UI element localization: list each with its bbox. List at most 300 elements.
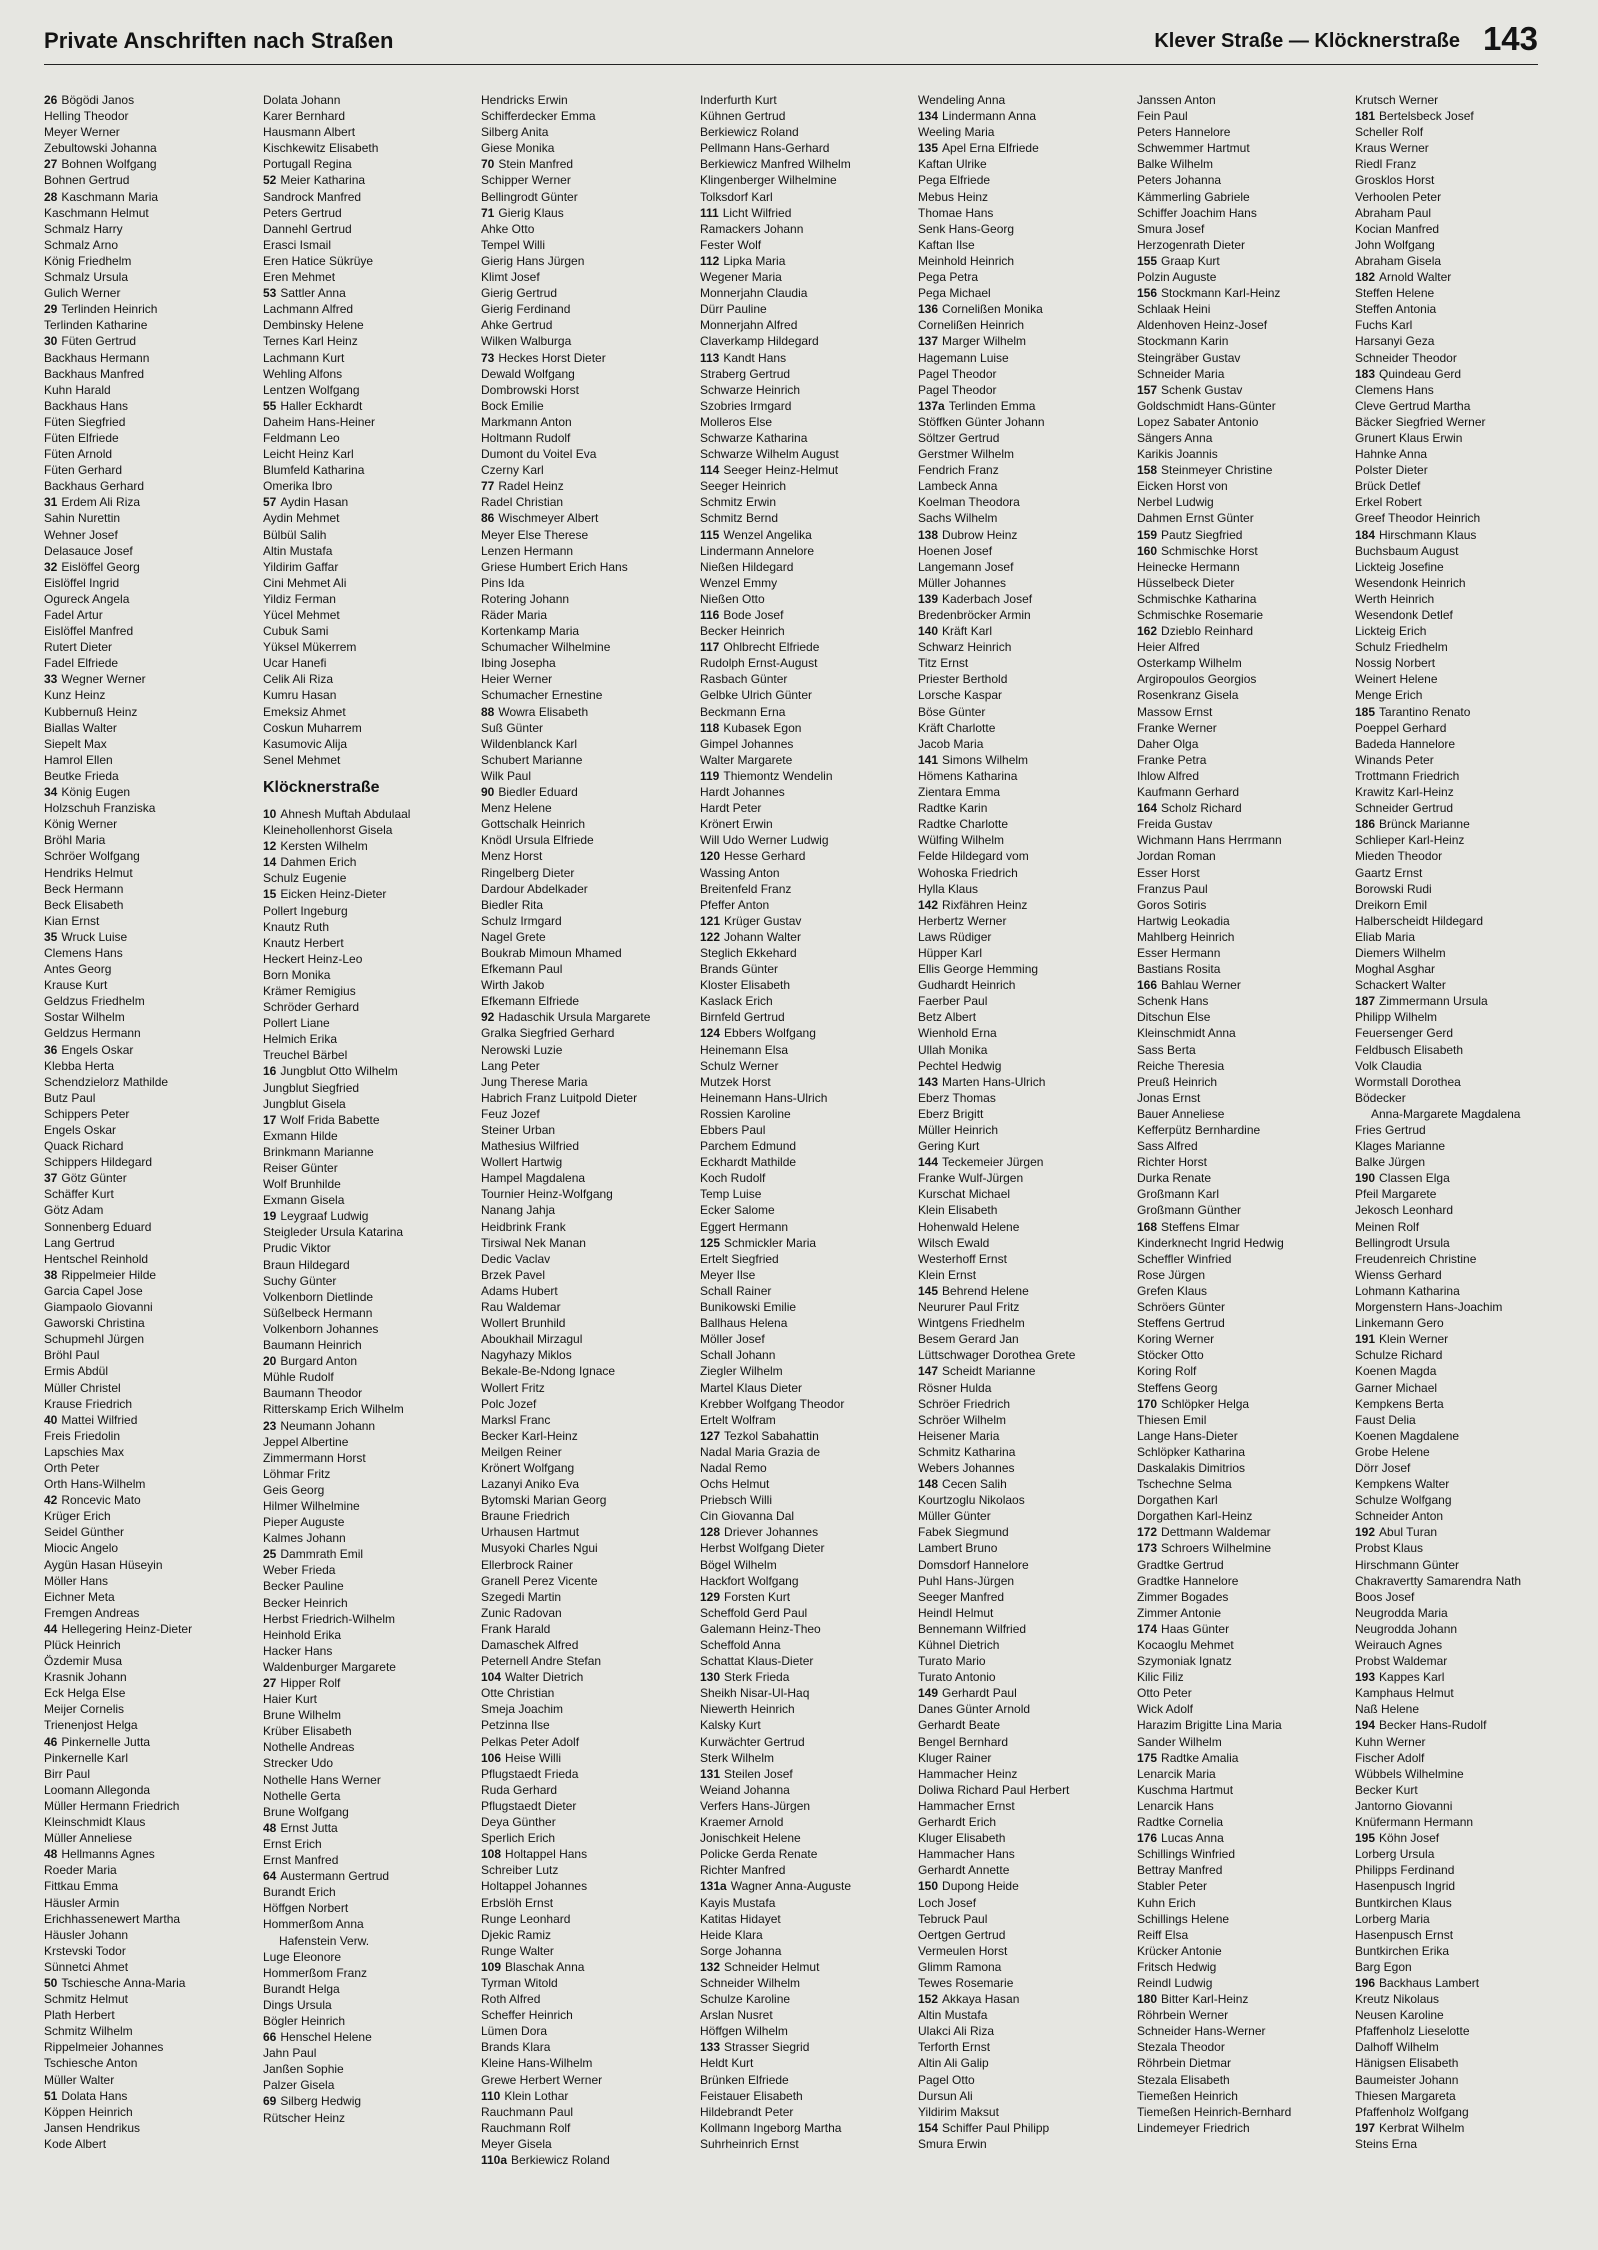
resident-name: Dorgathen Karl-Heinz — [1137, 1509, 1253, 1524]
address-entry — [700, 913, 914, 929]
address-entry — [481, 1444, 695, 1460]
address-entry — [1355, 1621, 1569, 1637]
address-entry — [700, 1685, 914, 1701]
resident-name: Moghal Asghar — [1355, 962, 1436, 977]
house-number: 137 — [918, 334, 939, 349]
address-entry — [481, 623, 695, 639]
resident-name: Schiffer Paul Philipp — [942, 2120, 1050, 2135]
resident-name: Wegener Maria — [700, 270, 782, 285]
resident-name: Puhl Hans-Jürgen — [918, 1573, 1015, 1588]
resident-name: Mieden Theodor — [1355, 849, 1443, 864]
address-entry — [481, 575, 695, 591]
address-entry — [263, 398, 477, 414]
address-entry — [263, 1772, 477, 1788]
house-number: 17 — [263, 1112, 277, 1127]
resident-name: Vermeulen Horst — [918, 1943, 1008, 1958]
house-number: 128 — [700, 1525, 721, 1540]
address-entry — [1137, 156, 1351, 172]
resident-name: Zientara Emma — [918, 785, 1001, 800]
resident-name: Beck Elisabeth — [44, 897, 124, 912]
resident-name: Schulze Karoline — [700, 1992, 791, 2007]
address-entry — [263, 1530, 477, 1546]
resident-name: Lentzen Wolfgang — [263, 382, 360, 397]
address-entry — [1137, 2104, 1351, 2120]
resident-name: Fadel Artur — [44, 608, 103, 622]
address-entry — [918, 687, 1132, 703]
address-entry — [918, 1653, 1132, 1669]
resident-name: Scheffler Winfried — [1137, 1251, 1232, 1266]
address-entry — [481, 1170, 695, 1186]
address-entry — [44, 736, 258, 752]
resident-name: Schulz Werner — [700, 1058, 779, 1073]
address-entry — [918, 494, 1132, 510]
address-entry — [481, 1637, 695, 1653]
address-entry — [481, 1492, 695, 1508]
address-entry — [918, 1138, 1132, 1154]
house-number: 14 — [263, 855, 277, 870]
address-entry — [1355, 1911, 1569, 1927]
address-entry — [481, 1878, 695, 1894]
address-entry — [1137, 575, 1351, 591]
resident-name: Dombrowski Horst — [481, 382, 580, 397]
address-entry — [44, 510, 258, 526]
resident-name: Ballhaus Helena — [700, 1316, 788, 1331]
address-entry — [44, 333, 258, 349]
address-entry — [1355, 2104, 1569, 2120]
house-number: 52 — [263, 173, 277, 188]
address-entry — [1355, 543, 1569, 559]
resident-name: Koring Rolf — [1137, 1364, 1197, 1379]
resident-name: Räder Maria — [481, 608, 548, 622]
address-entry — [918, 720, 1132, 736]
resident-name: Schall Johann — [700, 1348, 776, 1363]
address-entry — [918, 671, 1132, 687]
address-entry — [481, 1846, 695, 1862]
address-entry — [263, 1224, 477, 1240]
address-entry — [918, 2136, 1132, 2152]
resident-name: Danes Günter Arnold — [918, 1702, 1031, 1717]
address-entry — [700, 1283, 914, 1299]
resident-name: Ermis Abdül — [44, 1364, 109, 1379]
resident-name: Wildenblanck Karl — [481, 736, 578, 751]
resident-name: Otto Peter — [1137, 1686, 1192, 1701]
address-entry — [44, 1878, 258, 1894]
address-entry — [1137, 913, 1351, 929]
column-3 — [481, 92, 695, 2168]
resident-name: Dings Ursula — [263, 1997, 332, 2012]
resident-name: Niewerth Heinrich — [700, 1702, 795, 1717]
address-entry — [700, 478, 914, 494]
resident-name: Koring Werner — [1137, 1332, 1215, 1347]
resident-name: Griese Humbert Erich Hans — [481, 559, 628, 574]
address-entry — [263, 1643, 477, 1659]
resident-name: Eislöffel Georg — [61, 559, 140, 574]
address-entry — [44, 2039, 258, 2055]
address-entry — [44, 800, 258, 816]
address-entry — [918, 398, 1132, 414]
address-entry — [1137, 2072, 1351, 2088]
resident-name: Neugrodda Maria — [1355, 1605, 1448, 1620]
resident-name: Menz Helene — [481, 801, 552, 816]
address-entry — [918, 92, 1132, 108]
address-entry — [263, 607, 477, 623]
address-entry — [1355, 237, 1569, 253]
address-entry — [1137, 1927, 1351, 1943]
resident-name: Eichner Meta — [44, 1589, 115, 1604]
resident-name: Gudhardt Heinrich — [918, 978, 1016, 993]
address-entry — [263, 205, 477, 221]
resident-name: Brzek Pavel — [481, 1267, 546, 1282]
address-entry — [263, 1385, 477, 1401]
resident-name: Kalsky Kurt — [700, 1718, 761, 1733]
resident-name: Lindemeyer Friedrich — [1137, 2120, 1250, 2135]
address-entry — [481, 816, 695, 832]
resident-name: Kayis Mustafa — [700, 1895, 776, 1910]
resident-name: Kaderbach Josef — [942, 591, 1033, 606]
resident-name: Stein Manfred — [498, 157, 574, 172]
address-entry — [481, 1235, 695, 1251]
address-entry — [918, 1637, 1132, 1653]
resident-name: Gierig Hans Jürgen — [481, 253, 585, 268]
resident-name: Aldenhoven Heinz-Josef — [1137, 318, 1268, 333]
address-entry — [263, 1595, 477, 1611]
resident-name: Stöcker Otto — [1137, 1348, 1204, 1363]
resident-name: Strecker Udo — [263, 1756, 334, 1771]
address-entry — [918, 543, 1132, 559]
resident-name: Omerika Ibro — [263, 479, 333, 494]
resident-name: Sängers Anna — [1137, 430, 1213, 445]
resident-name: Blumfeld Katharina — [263, 463, 365, 478]
resident-name: Straberg Gertrud — [700, 366, 791, 381]
address-entry — [700, 1798, 914, 1814]
address-entry — [1355, 1798, 1569, 1814]
address-entry — [481, 1943, 695, 1959]
resident-name: Holtappel Hans — [505, 1847, 588, 1862]
resident-name: Schneider Wilhelm — [700, 1975, 801, 1990]
resident-name: Schwarze Katharina — [700, 430, 808, 445]
address-entry — [44, 1170, 258, 1186]
resident-name: Feldmann Leo — [263, 430, 340, 445]
address-entry — [44, 140, 258, 156]
house-number: 31 — [44, 495, 58, 510]
address-entry — [1137, 1878, 1351, 1894]
resident-name: Schillings Winfried — [1137, 1847, 1236, 1862]
address-entry — [44, 156, 258, 172]
resident-name: Gering Kurt — [918, 1139, 980, 1154]
address-entry — [700, 2007, 914, 2023]
address-entry — [481, 543, 695, 559]
address-entry — [918, 1878, 1132, 1894]
house-number: 55 — [263, 398, 277, 413]
house-number: 172 — [1137, 1525, 1158, 1540]
address-entry — [481, 559, 695, 575]
address-entry — [1137, 768, 1351, 784]
address-entry — [918, 366, 1132, 382]
address-entry — [481, 237, 695, 253]
address-entry — [918, 1589, 1132, 1605]
address-entry — [481, 124, 695, 140]
address-entry — [263, 1015, 477, 1031]
resident-name: Hausmann Albert — [263, 125, 356, 140]
address-entry — [700, 1943, 914, 1959]
address-entry — [700, 720, 914, 736]
address-entry — [263, 317, 477, 333]
resident-name: Sass Alfred — [1137, 1139, 1198, 1154]
address-entry — [700, 1492, 914, 1508]
address-entry — [481, 189, 695, 205]
resident-name: Treuchel Bärbel — [263, 1048, 348, 1063]
house-number: 190 — [1355, 1171, 1376, 1186]
address-entry — [1355, 253, 1569, 269]
address-entry — [918, 977, 1132, 993]
address-entry — [1355, 1766, 1569, 1782]
resident-name: Schäffer Kurt — [44, 1187, 114, 1202]
address-entry — [1137, 704, 1351, 720]
address-entry — [1137, 446, 1351, 462]
resident-name: Holtmann Rudolf — [481, 430, 571, 445]
resident-name: Steinmeyer Christine — [1161, 463, 1273, 478]
address-entry — [918, 1267, 1132, 1283]
resident-name: Klebba Herta — [44, 1058, 115, 1073]
address-entry — [263, 237, 477, 253]
address-entry — [263, 2093, 477, 2109]
address-entry — [44, 1444, 258, 1460]
resident-name: Lachmann Kurt — [263, 350, 345, 365]
resident-name: Cleve Gertrud Martha — [1355, 398, 1471, 413]
address-entry — [263, 935, 477, 951]
address-entry — [1355, 301, 1569, 317]
address-entry — [918, 1283, 1132, 1299]
house-number: 46 — [44, 1734, 58, 1749]
address-entry — [44, 414, 258, 430]
address-entry — [44, 993, 258, 1009]
address-entry — [700, 993, 914, 1009]
resident-name: Kaschmann Helmut — [44, 205, 149, 220]
address-entry — [44, 1798, 258, 1814]
address-entry — [1137, 1363, 1351, 1379]
resident-name: Krstevski Todor — [44, 1943, 126, 1958]
resident-name: Bröhl Maria — [44, 833, 106, 848]
address-entry — [263, 1031, 477, 1047]
resident-name: Nothelle Gerta — [263, 1788, 341, 1803]
resident-name: Hahnke Anna — [1355, 447, 1428, 462]
resident-name: Fendrich Franz — [918, 463, 999, 478]
resident-name: Becker Karl-Heinz — [481, 1428, 578, 1443]
address-entry — [1355, 1460, 1569, 1476]
resident-name: Ertelt Siegfried — [700, 1251, 779, 1266]
resident-name: Tschechne Selma — [1137, 1477, 1232, 1492]
address-entry — [481, 1814, 695, 1830]
resident-name: Hentschel Reinhold — [44, 1251, 149, 1266]
house-number: 16 — [263, 1064, 277, 1079]
resident-name: Baumeister Johann — [1355, 2072, 1459, 2087]
resident-name: Wienss Gerhard — [1355, 1267, 1442, 1282]
address-entry — [481, 1911, 695, 1927]
resident-name: Aboukhail Mirzagul — [481, 1332, 583, 1347]
house-number: 48 — [263, 1820, 277, 1835]
address-entry — [481, 913, 695, 929]
resident-name: Henschel Helene — [280, 2030, 372, 2045]
address-entry — [700, 1524, 914, 1540]
address-entry — [1137, 1283, 1351, 1299]
column-2 — [263, 92, 477, 2126]
address-entry — [263, 1611, 477, 1627]
resident-name: Pelkas Peter Adolf — [481, 1734, 580, 1749]
address-entry — [263, 2029, 477, 2045]
address-entry — [918, 1315, 1132, 1331]
house-number: 157 — [1137, 382, 1158, 397]
resident-name: Helmich Erika — [263, 1032, 338, 1047]
resident-name: Cornelißen Heinrich — [918, 318, 1025, 333]
address-entry — [1355, 1347, 1569, 1363]
address-entry — [481, 1685, 695, 1701]
address-entry — [918, 189, 1132, 205]
resident-name: Herbst Friedrich-Wilhelm — [263, 1611, 396, 1626]
resident-name: Granell Perez Vicente — [481, 1573, 598, 1588]
address-entry — [918, 2088, 1132, 2104]
address-entry — [1137, 687, 1351, 703]
resident-name: Steiner Urban — [481, 1123, 556, 1137]
resident-name: Gerhardt Paul — [942, 1686, 1017, 1701]
address-entry — [1355, 865, 1569, 881]
address-entry — [1355, 1508, 1569, 1524]
resident-name: Ramackers Johann — [700, 221, 804, 236]
resident-name: Zebultowski Johanna — [44, 141, 157, 156]
address-entry — [918, 607, 1132, 623]
address-entry — [1137, 1621, 1351, 1637]
resident-name: Becker Kurt — [1355, 1782, 1418, 1797]
house-number: 131 — [700, 1766, 721, 1781]
resident-name: Schmitz Erwin — [700, 495, 777, 510]
resident-name: Fischer Adolf — [1355, 1750, 1425, 1765]
address-entry — [1355, 655, 1569, 671]
resident-name: Laws Rüdiger — [918, 929, 992, 944]
resident-name: Brune Wilhelm — [263, 1708, 342, 1723]
address-entry — [700, 816, 914, 832]
address-entry — [481, 1524, 695, 1540]
resident-name: Leygraaf Ludwig — [280, 1209, 369, 1224]
address-entry — [481, 1862, 695, 1878]
address-entry — [1137, 1444, 1351, 1460]
resident-name: Kurschat Michael — [918, 1187, 1011, 1202]
address-entry — [1355, 1878, 1569, 1894]
resident-name: Gaworski Christina — [44, 1316, 145, 1331]
address-entry — [1137, 1508, 1351, 1524]
address-entry — [1137, 1766, 1351, 1782]
address-entry — [44, 784, 258, 800]
resident-name: Greef Theodor Heinrich — [1355, 511, 1481, 526]
house-number: 194 — [1355, 1718, 1376, 1733]
address-entry — [1137, 1412, 1351, 1428]
address-entry — [1355, 1219, 1569, 1235]
address-entry — [918, 1669, 1132, 1685]
resident-name: Lang Peter — [481, 1058, 540, 1073]
address-entry — [263, 736, 477, 752]
resident-name: Berkiewicz Roland — [511, 2153, 610, 2167]
address-entry — [918, 350, 1132, 366]
resident-name: Yildirim Maksut — [918, 2104, 999, 2119]
address-entry — [1355, 1943, 1569, 1959]
resident-name: Haller Eckhardt — [280, 398, 363, 413]
resident-name: Wendeling Anna — [918, 93, 1006, 107]
address-entry — [700, 350, 914, 366]
address-entry — [918, 172, 1132, 188]
address-entry — [263, 510, 477, 526]
address-entry — [1355, 1975, 1569, 1991]
address-entry — [700, 881, 914, 897]
address-entry — [44, 1186, 258, 1202]
address-entry — [1137, 350, 1351, 366]
address-entry — [700, 1396, 914, 1412]
address-entry — [1355, 366, 1569, 382]
house-number: 150 — [918, 1879, 939, 1894]
address-entry — [1137, 494, 1351, 510]
address-entry — [700, 1154, 914, 1170]
address-entry — [44, 430, 258, 446]
address-entry — [44, 1331, 258, 1347]
address-entry — [1137, 2007, 1351, 2023]
address-entry — [481, 140, 695, 156]
resident-name: Wülfing Wilhelm — [918, 833, 1005, 848]
resident-name: Loomann Allegonda — [44, 1782, 151, 1797]
address-entry — [1355, 993, 1569, 1009]
resident-name: Dreikorn Emil — [1355, 897, 1428, 912]
address-entry — [263, 1852, 477, 1868]
resident-name: Klimt Josef — [481, 270, 540, 285]
resident-name: Teckemeier Jürgen — [942, 1155, 1044, 1170]
address-entry — [263, 1257, 477, 1273]
house-number: 26 — [44, 93, 58, 107]
address-entry — [700, 1106, 914, 1122]
resident-name: Ulakci Ali Riza — [918, 2024, 995, 2039]
address-entry — [263, 301, 477, 317]
address-entry — [44, 1315, 258, 1331]
resident-name: Peters Johanna — [1137, 173, 1222, 188]
resident-name: Bäcker Siegfried Werner — [1355, 414, 1486, 429]
address-entry — [481, 961, 695, 977]
house-number: 50 — [44, 1975, 58, 1990]
address-entry — [700, 221, 914, 237]
address-entry — [481, 1621, 695, 1637]
address-entry — [1355, 350, 1569, 366]
resident-name: Gierig Gertrud — [481, 286, 558, 301]
address-entry — [1137, 1911, 1351, 1927]
address-entry — [1137, 1540, 1351, 1556]
address-entry — [1137, 1267, 1351, 1283]
address-entry — [44, 865, 258, 881]
address-entry — [1137, 285, 1351, 301]
resident-name: Bögel Wilhelm — [700, 1557, 777, 1572]
house-number: 196 — [1355, 1975, 1376, 1990]
resident-name: Wilk Paul — [481, 768, 532, 783]
address-entry — [263, 462, 477, 478]
address-entry — [1355, 913, 1569, 929]
address-entry — [700, 752, 914, 768]
resident-name: Pinkernelle Karl — [44, 1750, 129, 1765]
resident-name: Schmitz Helmut — [44, 1992, 129, 2007]
resident-name: Steilen Josef — [724, 1766, 793, 1781]
resident-name: Kuhn Erich — [1137, 1895, 1196, 1910]
address-entry — [44, 478, 258, 494]
resident-name: Hildebrandt Peter — [700, 2104, 794, 2119]
resident-name: Schreiber Lutz — [481, 1863, 559, 1878]
address-entry — [1137, 2088, 1351, 2104]
resident-name: Turato Antonio — [918, 1670, 996, 1685]
address-entry — [1137, 269, 1351, 285]
resident-name: Nanang Jahja — [481, 1203, 556, 1218]
address-entry — [263, 1401, 477, 1417]
resident-name: Gaartz Ernst — [1355, 865, 1423, 880]
